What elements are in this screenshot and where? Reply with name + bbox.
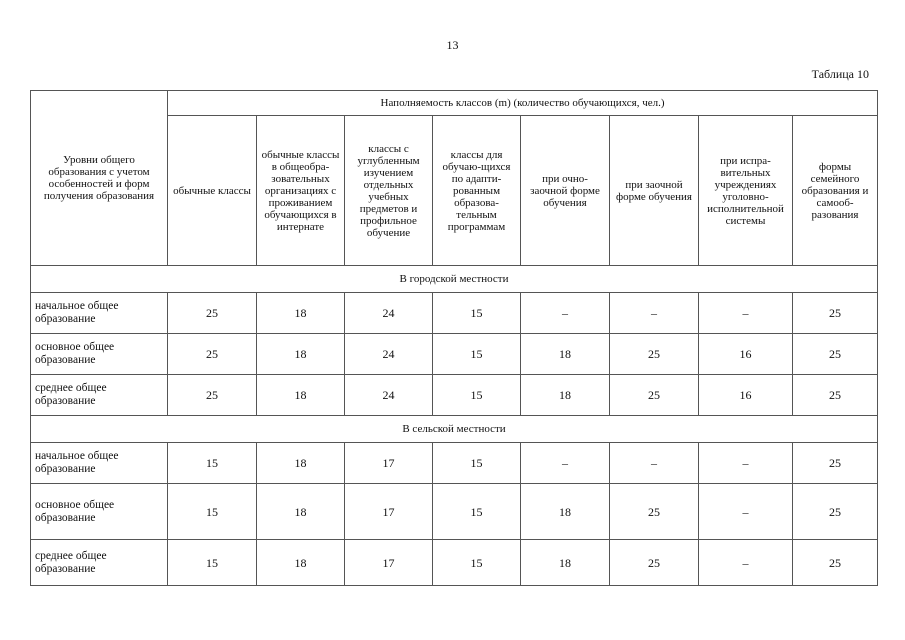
row-label: основное общее образование (31, 334, 168, 375)
table-cell: 25 (793, 540, 878, 586)
occupancy-table (30, 90, 878, 586)
table-cell: 18 (257, 484, 345, 540)
table-row (31, 484, 878, 540)
column-header: обычные классы (168, 116, 257, 266)
column-header: обычные классы в общеобра-зовательных организациях с проживанием обучающихся в интернате (257, 116, 345, 266)
table-cell: 18 (257, 443, 345, 484)
table-cell: – (521, 443, 610, 484)
table-cell: 17 (345, 484, 433, 540)
table-cell: 25 (793, 443, 878, 484)
table-cell: 18 (521, 484, 610, 540)
table-body (31, 266, 878, 586)
column-header: классы для обучаю-щихся по адапти-рованным образова-тельным программам (433, 116, 521, 266)
row-label: начальное общее образование (31, 293, 168, 334)
table-cell: 18 (521, 334, 610, 375)
table-cell: – (699, 540, 793, 586)
row-label: начальное общее образование (31, 443, 168, 484)
table-cell: 16 (699, 375, 793, 416)
table-cell: 24 (345, 293, 433, 334)
column-header: формы семейного образования и самооб-разования (793, 116, 878, 266)
table-cell: 15 (433, 293, 521, 334)
table-cell: – (699, 484, 793, 540)
section-title: В городской местности (31, 266, 878, 293)
table-row (31, 443, 878, 484)
table-cell: 18 (257, 334, 345, 375)
table-cell: 18 (521, 375, 610, 416)
table-cell: 15 (433, 375, 521, 416)
table-row (31, 540, 878, 586)
column-header: классы с углубленным изучением отдельных учебных предметов и профильное обучение (345, 116, 433, 266)
table-cell: 18 (521, 540, 610, 586)
table-cell: 18 (257, 540, 345, 586)
table-cell: 16 (699, 334, 793, 375)
table-cell: 18 (257, 293, 345, 334)
table-cell: 24 (345, 375, 433, 416)
table-cell: 25 (793, 375, 878, 416)
table-cell: 15 (168, 540, 257, 586)
table-row (31, 293, 878, 334)
levels-header: Уровни общего образования с учетом особенностей и форм получения образования (31, 91, 168, 266)
table-cell: 25 (168, 293, 257, 334)
section-row (31, 416, 878, 443)
table-cell: 24 (345, 334, 433, 375)
page-number: 13 (446, 38, 459, 52)
row-label: среднее общее образование (31, 375, 168, 416)
row-label: среднее общее образование (31, 540, 168, 586)
table-cell: 15 (168, 443, 257, 484)
table-cell: 25 (610, 334, 699, 375)
table-cell: – (699, 443, 793, 484)
section-title: В сельской местности (31, 416, 878, 443)
table-cell: 25 (610, 375, 699, 416)
column-header: при заочной форме обучения (610, 116, 699, 266)
table-cell: 25 (168, 334, 257, 375)
table-cell: 15 (433, 334, 521, 375)
table-label: Таблица 10 (811, 67, 869, 81)
table-cell: 25 (610, 484, 699, 540)
table-cell: 15 (168, 484, 257, 540)
table-cell: 25 (793, 484, 878, 540)
table-cell: 18 (257, 375, 345, 416)
table-cell: 25 (610, 540, 699, 586)
table-row (31, 375, 878, 416)
column-header: при очно-заочной форме обучения (521, 116, 610, 266)
table-cell: – (521, 293, 610, 334)
table-cell: 25 (793, 334, 878, 375)
column-header: при испра-вительных учреждениях уголовно-исполнительной системы (699, 116, 793, 266)
table-row (31, 334, 878, 375)
table-cell: 15 (433, 443, 521, 484)
occupancy-header: Наполняемость классов (m) (количество обучающихся, чел.) (168, 91, 878, 116)
table-cell: – (610, 443, 699, 484)
table-cell: 15 (433, 540, 521, 586)
table-cell: 15 (433, 484, 521, 540)
section-row (31, 266, 878, 293)
table-cell: 17 (345, 443, 433, 484)
table-cell: 17 (345, 540, 433, 586)
table-cell: – (610, 293, 699, 334)
row-label: основное общее образование (31, 484, 168, 540)
table-cell: – (699, 293, 793, 334)
table-cell: 25 (168, 375, 257, 416)
table-cell: 25 (793, 293, 878, 334)
